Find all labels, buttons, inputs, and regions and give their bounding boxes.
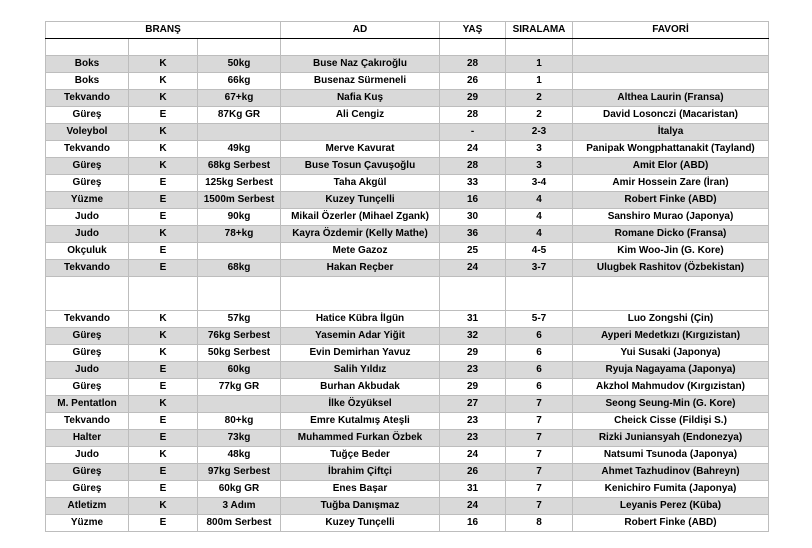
cell-name: Ali Cengiz: [281, 107, 440, 124]
cell-rank: 6: [506, 345, 573, 362]
cell-age: 24: [440, 447, 506, 464]
cell-category: 73kg: [198, 430, 281, 447]
cell-category: [198, 124, 281, 141]
cell-name: Hatice Kübra İlgün: [281, 311, 440, 328]
cell-rank: 3: [506, 141, 573, 158]
cell-age: 24: [440, 141, 506, 158]
cell-rank: 8: [506, 515, 573, 532]
cell-name: Nafia Kuş: [281, 90, 440, 107]
cell-gender: E: [129, 430, 198, 447]
empty-cell: [129, 39, 198, 56]
cell-name: Taha Akgül: [281, 175, 440, 192]
empty-cell: [198, 39, 281, 56]
cell-favorite: Ulugbek Rashitov (Özbekistan): [573, 260, 769, 277]
cell-category: 77kg GR: [198, 379, 281, 396]
athlete-table: [45, 21, 769, 532]
cell-sport: Boks: [46, 56, 129, 73]
cell-age: 23: [440, 430, 506, 447]
cell-favorite: Rizki Juniansyah (Endonezya): [573, 430, 769, 447]
empty-cell: [198, 277, 281, 311]
cell-category: 67+kg: [198, 90, 281, 107]
cell-sport: Tekvando: [46, 260, 129, 277]
cell-age: 36: [440, 226, 506, 243]
cell-rank: 1: [506, 73, 573, 90]
table-row: [46, 260, 769, 277]
cell-sport: Okçuluk: [46, 243, 129, 260]
cell-name: Yasemin Adar Yiğit: [281, 328, 440, 345]
spacer-row: [46, 277, 769, 311]
cell-age: 32: [440, 328, 506, 345]
empty-cell: [440, 39, 506, 56]
cell-age: 26: [440, 73, 506, 90]
cell-gender: K: [129, 345, 198, 362]
cell-name: Kuzey Tunçelli: [281, 192, 440, 209]
cell-rank: 3-7: [506, 260, 573, 277]
cell-age: 33: [440, 175, 506, 192]
cell-name: Buse Tosun Çavuşoğlu: [281, 158, 440, 175]
cell-category: 50kg: [198, 56, 281, 73]
table-row: [46, 447, 769, 464]
cell-favorite: David Losonczi (Macaristan): [573, 107, 769, 124]
cell-age: 30: [440, 209, 506, 226]
cell-sport: Güreş: [46, 345, 129, 362]
cell-rank: 7: [506, 396, 573, 413]
cell-name: İbrahim Çiftçi: [281, 464, 440, 481]
cell-favorite: Romane Dicko (Fransa): [573, 226, 769, 243]
cell-name: Emre Kutalmış Ateşli: [281, 413, 440, 430]
cell-name: Enes Başar: [281, 481, 440, 498]
cell-gender: E: [129, 209, 198, 226]
cell-sport: Güreş: [46, 158, 129, 175]
empty-cell: [440, 277, 506, 311]
cell-category: 80+kg: [198, 413, 281, 430]
cell-favorite: Robert Finke (ABD): [573, 515, 769, 532]
cell-gender: K: [129, 396, 198, 413]
empty-cell: [506, 39, 573, 56]
cell-rank: 4-5: [506, 243, 573, 260]
cell-favorite: Amit Elor (ABD): [573, 158, 769, 175]
cell-favorite: Ahmet Tazhudinov (Bahreyn): [573, 464, 769, 481]
cell-rank: 2-3: [506, 124, 573, 141]
header-siralama: SIRALAMA: [506, 22, 573, 39]
table-row: [46, 396, 769, 413]
table-row: [46, 430, 769, 447]
empty-cell: [46, 39, 129, 56]
table-row: [46, 141, 769, 158]
empty-cell: [281, 39, 440, 56]
cell-rank: 4: [506, 192, 573, 209]
cell-gender: K: [129, 498, 198, 515]
cell-gender: E: [129, 481, 198, 498]
cell-gender: K: [129, 141, 198, 158]
cell-favorite: Akzhol Mahmudov (Kırgızistan): [573, 379, 769, 396]
cell-name: Muhammed Furkan Özbek: [281, 430, 440, 447]
header-row: [46, 22, 769, 39]
header-yas: YAŞ: [440, 22, 506, 39]
spreadsheet: [45, 21, 768, 532]
table-row: [46, 413, 769, 430]
cell-favorite: Leyanis Perez (Küba): [573, 498, 769, 515]
cell-category: 57kg: [198, 311, 281, 328]
empty-cell: [281, 277, 440, 311]
cell-gender: K: [129, 158, 198, 175]
cell-name: Salih Yıldız: [281, 362, 440, 379]
cell-category: 87Kg GR: [198, 107, 281, 124]
header-favori: FAVORİ: [573, 22, 769, 39]
table-row: [46, 107, 769, 124]
table-row: [46, 56, 769, 73]
cell-rank: 4: [506, 226, 573, 243]
cell-sport: Tekvando: [46, 141, 129, 158]
cell-favorite: Panipak Wongphattanakit (Tayland): [573, 141, 769, 158]
cell-gender: K: [129, 73, 198, 90]
empty-cell: [129, 277, 198, 311]
cell-gender: E: [129, 243, 198, 260]
cell-rank: 2: [506, 107, 573, 124]
cell-sport: Voleybol: [46, 124, 129, 141]
cell-rank: 7: [506, 481, 573, 498]
cell-category: 1500m Serbest: [198, 192, 281, 209]
cell-category: 66kg: [198, 73, 281, 90]
cell-rank: 2: [506, 90, 573, 107]
cell-gender: K: [129, 447, 198, 464]
empty-cell: [46, 277, 129, 311]
cell-name: Mikail Özerler (Mihael Zgank): [281, 209, 440, 226]
cell-age: 28: [440, 56, 506, 73]
cell-sport: Tekvando: [46, 311, 129, 328]
cell-rank: 4: [506, 209, 573, 226]
cell-name: Mete Gazoz: [281, 243, 440, 260]
cell-age: 23: [440, 413, 506, 430]
cell-category: 3 Adım: [198, 498, 281, 515]
cell-gender: K: [129, 124, 198, 141]
cell-favorite: [573, 56, 769, 73]
cell-category: 50kg Serbest: [198, 345, 281, 362]
cell-category: 97kg Serbest: [198, 464, 281, 481]
cell-sport: Yüzme: [46, 192, 129, 209]
table-row: [46, 124, 769, 141]
cell-name: Evin Demirhan Yavuz: [281, 345, 440, 362]
cell-sport: Judo: [46, 447, 129, 464]
cell-name: Hakan Reçber: [281, 260, 440, 277]
cell-favorite: Cheick Cisse (Fildişi S.): [573, 413, 769, 430]
cell-sport: Tekvando: [46, 413, 129, 430]
spacer-row: [46, 39, 769, 56]
cell-category: 68kg Serbest: [198, 158, 281, 175]
cell-favorite: Sanshiro Murao (Japonya): [573, 209, 769, 226]
table-row: [46, 90, 769, 107]
cell-gender: K: [129, 56, 198, 73]
cell-age: 29: [440, 379, 506, 396]
cell-age: 24: [440, 498, 506, 515]
cell-age: 24: [440, 260, 506, 277]
cell-gender: E: [129, 464, 198, 481]
cell-rank: 3-4: [506, 175, 573, 192]
cell-category: [198, 396, 281, 413]
cell-rank: 7: [506, 413, 573, 430]
table-row: [46, 311, 769, 328]
cell-favorite: Seong Seung-Min (G. Kore): [573, 396, 769, 413]
cell-name: [281, 124, 440, 141]
table-row: [46, 226, 769, 243]
cell-favorite: Kim Woo-Jin (G. Kore): [573, 243, 769, 260]
cell-sport: Güreş: [46, 107, 129, 124]
cell-favorite: Yui Susaki (Japonya): [573, 345, 769, 362]
table-row: [46, 498, 769, 515]
cell-category: 60kg: [198, 362, 281, 379]
cell-category: 60kg GR: [198, 481, 281, 498]
cell-gender: E: [129, 260, 198, 277]
cell-age: 31: [440, 481, 506, 498]
cell-age: 16: [440, 192, 506, 209]
cell-age: 25: [440, 243, 506, 260]
cell-sport: Halter: [46, 430, 129, 447]
cell-sport: Güreş: [46, 464, 129, 481]
cell-rank: 7: [506, 498, 573, 515]
cell-sport: Atletizm: [46, 498, 129, 515]
cell-sport: Boks: [46, 73, 129, 90]
cell-favorite: Amir Hossein Zare (İran): [573, 175, 769, 192]
cell-sport: Güreş: [46, 328, 129, 345]
cell-favorite: [573, 73, 769, 90]
cell-age: 28: [440, 158, 506, 175]
cell-age: 29: [440, 345, 506, 362]
cell-favorite: Ryuja Nagayama (Japonya): [573, 362, 769, 379]
table-row: [46, 464, 769, 481]
cell-age: 23: [440, 362, 506, 379]
table-row: [46, 515, 769, 532]
empty-cell: [573, 39, 769, 56]
cell-rank: 3: [506, 158, 573, 175]
table-row: [46, 209, 769, 226]
cell-sport: Tekvando: [46, 90, 129, 107]
cell-age: 16: [440, 515, 506, 532]
cell-category: 78+kg: [198, 226, 281, 243]
cell-name: Burhan Akbudak: [281, 379, 440, 396]
cell-category: 68kg: [198, 260, 281, 277]
table-row: [46, 175, 769, 192]
cell-sport: Güreş: [46, 175, 129, 192]
cell-sport: Güreş: [46, 379, 129, 396]
cell-age: 29: [440, 90, 506, 107]
table-row: [46, 192, 769, 209]
table-row: [46, 481, 769, 498]
cell-rank: 6: [506, 362, 573, 379]
cell-gender: K: [129, 328, 198, 345]
cell-name: Kuzey Tunçelli: [281, 515, 440, 532]
cell-gender: E: [129, 175, 198, 192]
cell-name: Kayra Özdemir (Kelly Mathe): [281, 226, 440, 243]
cell-category: 90kg: [198, 209, 281, 226]
cell-rank: 7: [506, 430, 573, 447]
table-row: [46, 345, 769, 362]
cell-sport: Judo: [46, 226, 129, 243]
cell-category: 800m Serbest: [198, 515, 281, 532]
cell-rank: 5-7: [506, 311, 573, 328]
cell-sport: M. Pentatlon: [46, 396, 129, 413]
table-row: [46, 158, 769, 175]
cell-name: Tuğçe Beder: [281, 447, 440, 464]
cell-gender: E: [129, 107, 198, 124]
cell-name: Buse Naz Çakıroğlu: [281, 56, 440, 73]
cell-rank: 6: [506, 379, 573, 396]
cell-sport: Yüzme: [46, 515, 129, 532]
cell-favorite: Althea Laurin (Fransa): [573, 90, 769, 107]
cell-favorite: İtalya: [573, 124, 769, 141]
cell-gender: E: [129, 362, 198, 379]
cell-age: -: [440, 124, 506, 141]
cell-rank: 7: [506, 464, 573, 481]
cell-gender: E: [129, 192, 198, 209]
table-row: [46, 379, 769, 396]
cell-category: 76kg Serbest: [198, 328, 281, 345]
cell-name: Merve Kavurat: [281, 141, 440, 158]
cell-favorite: Ayperi Medetkızı (Kırgızistan): [573, 328, 769, 345]
cell-age: 31: [440, 311, 506, 328]
header-brans: BRANŞ: [46, 22, 281, 39]
cell-sport: Judo: [46, 362, 129, 379]
cell-category: 49kg: [198, 141, 281, 158]
cell-sport: Güreş: [46, 481, 129, 498]
empty-cell: [573, 277, 769, 311]
cell-gender: K: [129, 311, 198, 328]
empty-cell: [506, 277, 573, 311]
cell-age: 28: [440, 107, 506, 124]
cell-age: 27: [440, 396, 506, 413]
cell-age: 26: [440, 464, 506, 481]
table-row: [46, 328, 769, 345]
cell-name: Busenaz Sürmeneli: [281, 73, 440, 90]
cell-rank: 1: [506, 56, 573, 73]
cell-sport: Judo: [46, 209, 129, 226]
cell-gender: K: [129, 226, 198, 243]
cell-favorite: Kenichiro Fumita (Japonya): [573, 481, 769, 498]
cell-category: 125kg Serbest: [198, 175, 281, 192]
cell-rank: 6: [506, 328, 573, 345]
cell-category: [198, 243, 281, 260]
cell-gender: E: [129, 413, 198, 430]
header-ad: AD: [281, 22, 440, 39]
cell-category: 48kg: [198, 447, 281, 464]
cell-rank: 7: [506, 447, 573, 464]
cell-gender: E: [129, 515, 198, 532]
cell-gender: E: [129, 379, 198, 396]
cell-favorite: Robert Finke (ABD): [573, 192, 769, 209]
table-row: [46, 73, 769, 90]
cell-name: Tuğba Danışmaz: [281, 498, 440, 515]
cell-favorite: Luo Zongshi (Çin): [573, 311, 769, 328]
cell-gender: K: [129, 90, 198, 107]
table-row: [46, 243, 769, 260]
table-row: [46, 362, 769, 379]
cell-name: İlke Özyüksel: [281, 396, 440, 413]
cell-favorite: Natsumi Tsunoda (Japonya): [573, 447, 769, 464]
